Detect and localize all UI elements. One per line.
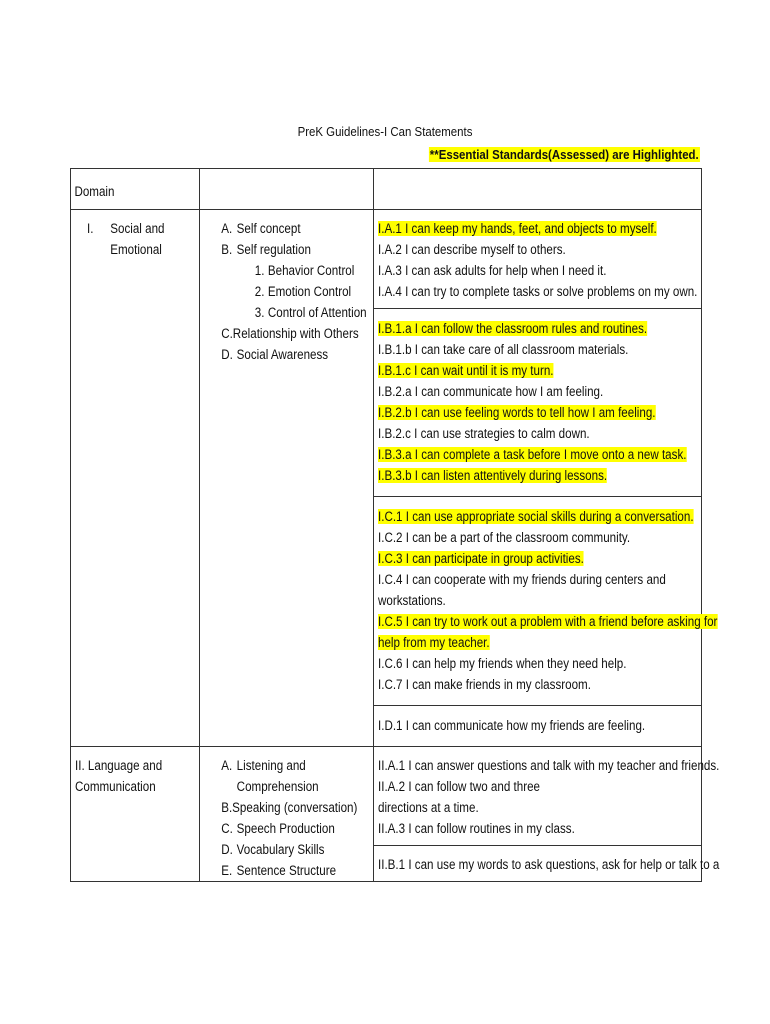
domain-numeral: I. bbox=[87, 221, 94, 236]
statement-line bbox=[378, 653, 656, 674]
subdomain-cell bbox=[200, 747, 374, 882]
subdomain-item: C. Relationship with Others bbox=[221, 326, 359, 341]
statement-line bbox=[378, 465, 656, 486]
subdomain-item: E. Sentence Structure bbox=[221, 863, 337, 878]
header-subdomain-cell bbox=[200, 169, 374, 210]
statement-line bbox=[378, 755, 720, 776]
statement-text: workstations. bbox=[378, 593, 446, 608]
subdomain-subitem: 3. Control of Attention bbox=[254, 305, 367, 320]
highlighted-statement: I.C.5 I can try to work out a problem with a friend before asking for bbox=[378, 614, 718, 629]
subdomain-cell bbox=[200, 210, 374, 747]
statement-group bbox=[374, 210, 702, 309]
statement-text: I.C.2 I can be a part of the classroom community. bbox=[378, 530, 631, 545]
highlighted-statement: I.B.2.b I can use feeling words to tell how I am feeling. bbox=[378, 405, 656, 420]
statement-group bbox=[374, 846, 720, 882]
domain-row bbox=[71, 210, 702, 309]
statement-line bbox=[378, 444, 687, 465]
statement-group bbox=[374, 706, 702, 747]
highlighted-statement: I.B.3.b I can listen attentively during lessons. bbox=[378, 468, 608, 483]
statement-line bbox=[378, 360, 656, 381]
statement-text: I.C.6 I can help my friends when they need help. bbox=[378, 656, 627, 671]
statement-line bbox=[378, 239, 656, 260]
header-row bbox=[71, 169, 702, 210]
statement-group bbox=[374, 747, 720, 846]
subdomain-subitem: 2. Emotion Control bbox=[254, 284, 352, 299]
highlighted-statement: I.B.1.c I can wait until it is my turn. bbox=[378, 363, 554, 378]
statement-text: directions at a time. bbox=[378, 800, 479, 815]
statement-line bbox=[378, 569, 666, 590]
statement-line bbox=[378, 339, 656, 360]
statement-group bbox=[374, 309, 702, 497]
domain-name: Social and bbox=[110, 221, 165, 236]
statement-text: I.A.3 I can ask adults for help when I need it. bbox=[378, 263, 607, 278]
statement-line bbox=[378, 260, 656, 281]
highlighted-statement: I.B.3.a I can complete a task before I move onto a new task. bbox=[378, 447, 687, 462]
domain-name: Communication bbox=[75, 779, 156, 794]
statement-text: II.A.3 I can follow routines in my class. bbox=[378, 821, 575, 836]
statement-line bbox=[378, 402, 656, 423]
header-domain-cell bbox=[71, 169, 200, 210]
statement-line bbox=[378, 590, 656, 611]
statement-line bbox=[378, 423, 656, 444]
standards-table bbox=[70, 168, 720, 882]
subdomain-subitem: 1. Behavior Control bbox=[254, 263, 355, 278]
subdomain-item: C. Speech Production bbox=[221, 821, 335, 836]
statement-group bbox=[374, 497, 718, 706]
statement-line bbox=[378, 281, 698, 302]
domain-row bbox=[71, 747, 702, 846]
statement-text: I.A.2 I can describe myself to others. bbox=[378, 242, 566, 257]
highlighted-statement: I.C.3 I can participate in group activities. bbox=[378, 551, 584, 566]
statement-line bbox=[378, 632, 656, 653]
statement-text: II.B.1 I can use my words to ask questions, ask for help or talk to a bbox=[378, 857, 720, 872]
highlighted-statement: I.A.1 I can keep my hands, feet, and objects to myself. bbox=[378, 221, 657, 236]
subdomain-item: D. Social Awareness bbox=[221, 347, 329, 362]
subdomain-item: Comprehension bbox=[236, 779, 319, 794]
statement-line bbox=[378, 381, 656, 402]
statement-line bbox=[378, 776, 656, 797]
statement-line bbox=[378, 318, 656, 339]
statement-line bbox=[378, 218, 656, 239]
highlight-note-wrap bbox=[392, 146, 700, 164]
highlighted-statement: help from my teacher. bbox=[378, 635, 490, 650]
highlighted-statement: I.C.1 I can use appropriate social skills during a conversation. bbox=[378, 509, 694, 524]
domain-cell bbox=[71, 747, 200, 882]
header-statements-cell bbox=[374, 169, 702, 210]
statement-line bbox=[378, 854, 720, 875]
statement-line bbox=[378, 818, 656, 839]
statement-text: II.A.1 I can answer questions and talk with my teacher and friends. bbox=[378, 758, 720, 773]
statement-text: I.A.4 I can try to complete tasks or solve problems on my own. bbox=[378, 284, 698, 299]
statement-text: I.B.2.a I can communicate how I am feeling. bbox=[378, 384, 604, 399]
statement-line bbox=[378, 611, 718, 632]
statement-line bbox=[378, 674, 656, 695]
statement-line bbox=[378, 548, 656, 569]
statement-text: I.B.1.b I can take care of all classroom materials. bbox=[378, 342, 629, 357]
domain-cell bbox=[71, 210, 200, 747]
statement-line bbox=[378, 715, 656, 736]
statement-text: I.C.7 I can make friends in my classroom. bbox=[378, 677, 591, 692]
page-title: PreK Guidelines-I Can Statements bbox=[297, 124, 473, 139]
subdomain-item: B. Speaking (conversation) bbox=[221, 800, 358, 815]
subdomain-item: B. Self regulation bbox=[221, 242, 311, 257]
statement-line bbox=[378, 797, 656, 818]
header-domain: Domain bbox=[74, 184, 115, 199]
highlight-note: **Essential Standards(Assessed) are Highlighted. bbox=[430, 147, 700, 162]
statement-line bbox=[378, 506, 694, 527]
subdomain-item: A. Listening and bbox=[221, 758, 306, 773]
statement-text: I.C.4 I can cooperate with my friends during centers and bbox=[378, 572, 666, 587]
domain-name: II. Language and bbox=[75, 758, 163, 773]
statement-text: I.D.1 I can communicate how my friends are feeling. bbox=[378, 718, 646, 733]
subdomain-item: A. Self concept bbox=[221, 221, 301, 236]
statement-text: II.A.2 I can follow two and three bbox=[378, 779, 540, 794]
statement-text: I.B.2.c I can use strategies to calm down. bbox=[378, 426, 590, 441]
statement-line bbox=[378, 527, 656, 548]
subdomain-item: D. Vocabulary Skills bbox=[221, 842, 325, 857]
domain-name: Emotional bbox=[110, 242, 162, 257]
highlighted-statement: I.B.1.a I can follow the classroom rules and routines. bbox=[378, 321, 648, 336]
